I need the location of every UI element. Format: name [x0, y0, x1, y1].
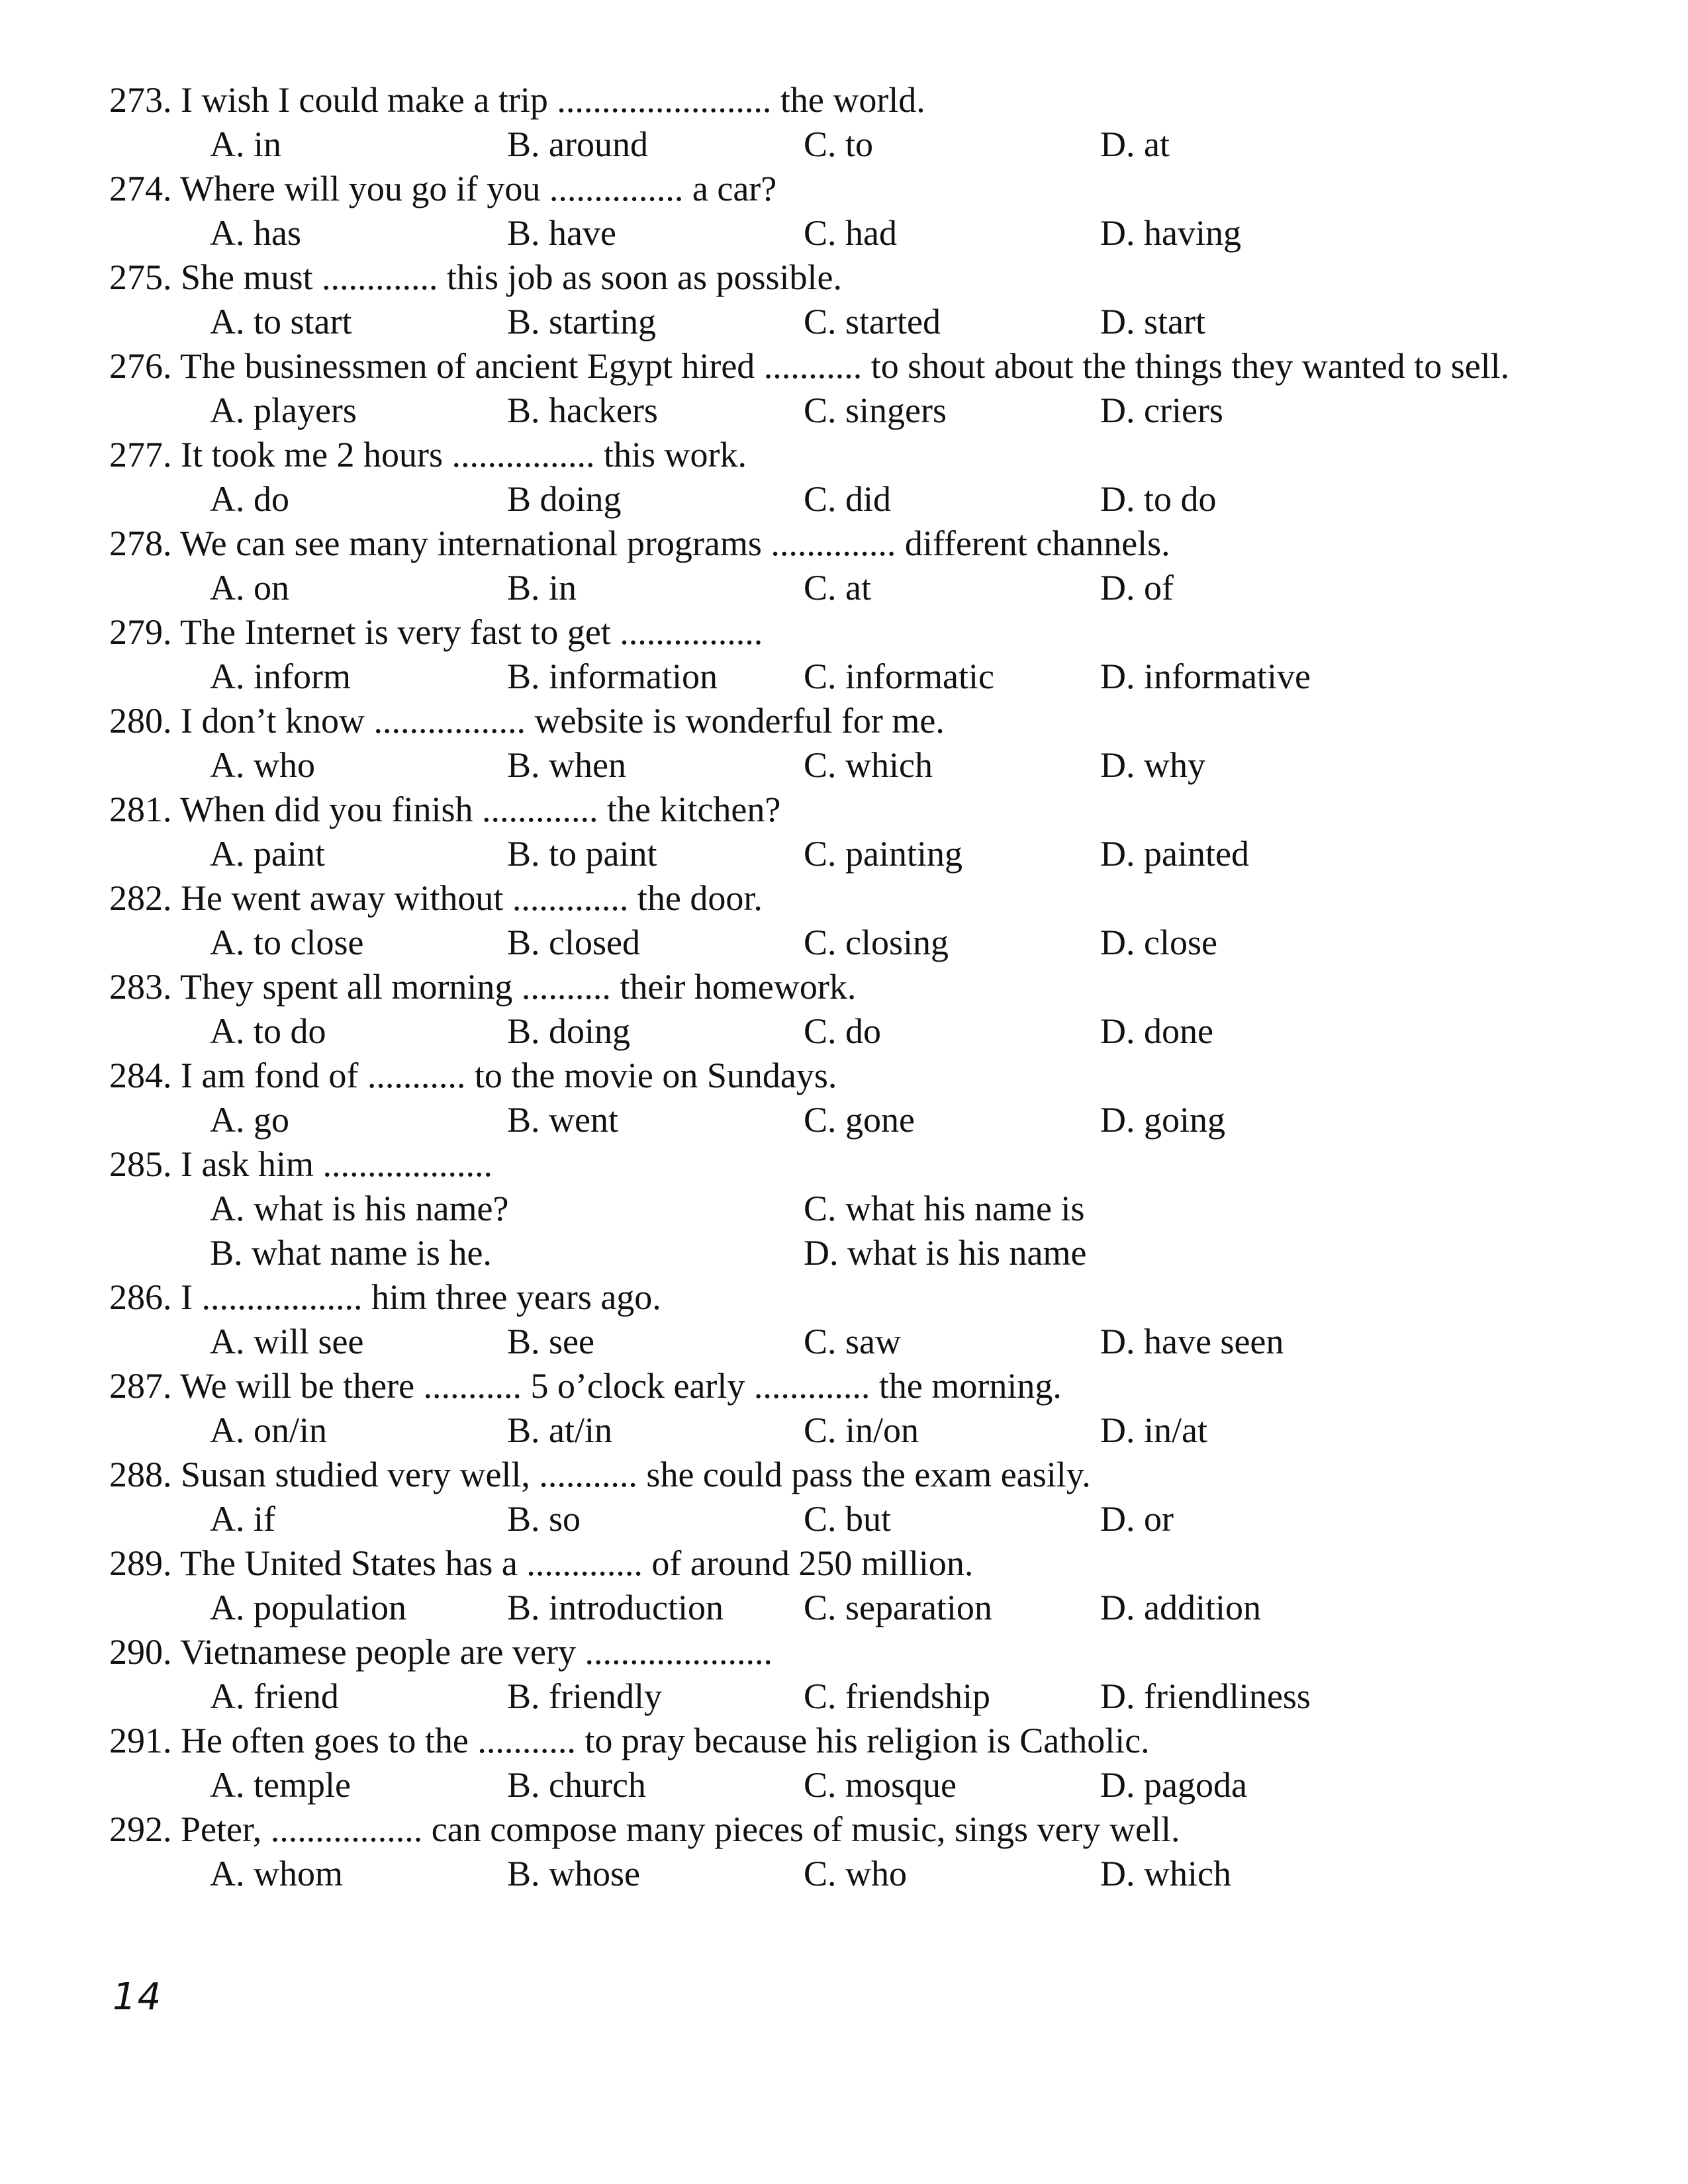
option-c: C. had — [804, 213, 897, 253]
question-stem: 284. I am fond of ........... to the movie on Sundays. — [109, 1056, 837, 1095]
option-d: D. friendliness — [1100, 1676, 1311, 1716]
question-286 — [109, 1275, 1599, 1364]
option-b: B. see — [507, 1322, 594, 1361]
option-a: A. will see — [210, 1322, 364, 1361]
option-a: A. paint — [210, 834, 325, 874]
answer-options — [109, 655, 1599, 699]
option-d: D. start — [1100, 302, 1205, 341]
option-a: A. to start — [210, 302, 352, 341]
question-274 — [109, 167, 1599, 255]
option-b: B. whose — [507, 1854, 640, 1893]
option-c: C. what his name is — [804, 1189, 1085, 1228]
option-c: C. in/on — [804, 1410, 919, 1450]
option-b: B doing — [507, 479, 622, 519]
option-d: D. informative — [1100, 657, 1311, 696]
option-a: A. in — [210, 124, 281, 164]
question-stem: 288. Susan studied very well, ........... she could pass the exam easily. — [109, 1455, 1091, 1494]
question-stem: 286. I .................. him three years ago. — [109, 1277, 661, 1317]
option-c: C. do — [804, 1011, 882, 1051]
question-285 — [109, 1142, 1599, 1275]
option-a: A. whom — [210, 1854, 343, 1893]
option-d: D. have seen — [1100, 1322, 1284, 1361]
option-b: B. have — [507, 213, 616, 253]
question-list — [109, 78, 1599, 1896]
option-b: B. hackers — [507, 390, 658, 430]
option-d: D. to do — [1100, 479, 1217, 519]
page-number: 14 — [113, 1976, 163, 2019]
option-b: B. to paint — [507, 834, 657, 874]
question-stem: 273. I wish I could make a trip ........................ the world. — [109, 80, 925, 120]
question-273 — [109, 78, 1599, 167]
answer-options — [109, 388, 1599, 433]
answer-options — [109, 1009, 1599, 1054]
option-c: C. separation — [804, 1588, 992, 1627]
question-291 — [109, 1719, 1599, 1807]
option-d: D. done — [1100, 1011, 1213, 1051]
option-c: C. saw — [804, 1322, 901, 1361]
option-b: B. information — [507, 657, 718, 696]
question-stem: 276. The businessmen of ancient Egypt hired ........... to shout about the things they wanted to sell. — [109, 346, 1510, 386]
option-d: D. having — [1100, 213, 1241, 253]
question-stem: 281. When did you finish ............. the kitchen? — [109, 790, 781, 829]
option-a: A. friend — [210, 1676, 339, 1716]
question-284 — [109, 1054, 1599, 1142]
option-c: C. started — [804, 302, 941, 341]
option-c: C. mosque — [804, 1765, 957, 1805]
question-stem: 291. He often goes to the ........... to pray because his religion is Catholic. — [109, 1721, 1150, 1760]
question-282 — [109, 876, 1599, 965]
option-a: A. if — [210, 1499, 275, 1539]
question-stem: 279. The Internet is very fast to get ................ — [109, 612, 763, 652]
answer-options — [109, 1497, 1599, 1541]
question-275 — [109, 255, 1599, 344]
question-stem: 290. Vietnamese people are very ..................... — [109, 1632, 773, 1672]
option-d: D. which — [1100, 1854, 1231, 1893]
answer-options — [109, 477, 1599, 522]
option-d: D. addition — [1100, 1588, 1261, 1627]
option-a: A. on — [210, 568, 289, 608]
answer-options — [109, 300, 1599, 344]
option-d: D. of — [1100, 568, 1174, 608]
option-d: D. why — [1100, 745, 1205, 785]
option-b: B. starting — [507, 302, 656, 341]
answer-options — [109, 1586, 1599, 1630]
option-b: B. so — [507, 1499, 581, 1539]
question-stem: 275. She must ............. this job as soon as possible. — [109, 257, 843, 297]
answer-options — [109, 743, 1599, 788]
question-stem: 278. We can see many international programs .............. different channels. — [109, 523, 1170, 563]
question-stem: 283. They spent all morning .......... their homework. — [109, 967, 857, 1007]
answer-options — [109, 1408, 1599, 1453]
option-b: B. church — [507, 1765, 646, 1805]
option-d: D. or — [1100, 1499, 1174, 1539]
option-b: B. in — [507, 568, 577, 608]
option-a: A. has — [210, 213, 301, 253]
option-d: D. painted — [1100, 834, 1249, 874]
question-stem: 274. Where will you go if you ............... a car? — [109, 169, 777, 208]
option-b: B. doing — [507, 1011, 631, 1051]
option-d: D. going — [1100, 1100, 1225, 1140]
option-d: D. at — [1100, 124, 1170, 164]
option-a: A. players — [210, 390, 357, 430]
option-a: A. go — [210, 1100, 289, 1140]
option-a: A. do — [210, 479, 289, 519]
question-276 — [109, 344, 1599, 433]
answer-options — [109, 566, 1599, 610]
question-292 — [109, 1807, 1599, 1896]
option-c: C. to — [804, 124, 874, 164]
question-283 — [109, 965, 1599, 1054]
answer-options — [109, 122, 1599, 167]
question-stem: 280. I don’t know ................. website is wonderful for me. — [109, 701, 945, 741]
option-c: C. did — [804, 479, 892, 519]
answer-options — [109, 921, 1599, 965]
question-288 — [109, 1453, 1599, 1541]
option-b: B. went — [507, 1100, 618, 1140]
option-b: B. when — [507, 745, 626, 785]
option-b: B. around — [507, 124, 648, 164]
option-c: C. friendship — [804, 1676, 990, 1716]
question-290 — [109, 1630, 1599, 1719]
question-stem: 282. He went away without ............. the door. — [109, 878, 763, 918]
option-a: A. to do — [210, 1011, 326, 1051]
question-280 — [109, 699, 1599, 788]
question-stem: 292. Peter, ................. can compose many pieces of music, sings very well. — [109, 1809, 1180, 1849]
option-c: C. who — [804, 1854, 908, 1893]
option-d: D. close — [1100, 923, 1217, 962]
option-c: C. informatic — [804, 657, 994, 696]
question-stem: 289. The United States has a ............. of around 250 million. — [109, 1543, 974, 1583]
question-stem: 277. It took me 2 hours ................ this work. — [109, 435, 747, 475]
question-281 — [109, 788, 1599, 876]
question-stem: 287. We will be there ........... 5 o’clock early ............. the morning. — [109, 1366, 1062, 1406]
option-b: B. at/in — [507, 1410, 612, 1450]
option-c: C. but — [804, 1499, 892, 1539]
option-d: D. pagoda — [1100, 1765, 1247, 1805]
answer-options — [109, 1187, 1599, 1275]
option-a: A. temple — [210, 1765, 351, 1805]
option-d: D. in/at — [1100, 1410, 1207, 1450]
answer-options — [109, 1098, 1599, 1142]
answer-options — [109, 832, 1599, 876]
option-c: C. which — [804, 745, 933, 785]
option-c: C. at — [804, 568, 871, 608]
question-277 — [109, 433, 1599, 522]
option-c: C. painting — [804, 834, 962, 874]
option-a: A. what is his name? — [210, 1189, 509, 1228]
answer-options — [109, 1763, 1599, 1807]
option-d: D. what is his name — [804, 1233, 1087, 1273]
question-287 — [109, 1364, 1599, 1453]
option-b: B. closed — [507, 923, 640, 962]
answer-options — [109, 1852, 1599, 1896]
option-b: B. friendly — [507, 1676, 662, 1716]
option-b: B. introduction — [507, 1588, 724, 1627]
option-c: C. gone — [804, 1100, 915, 1140]
option-a: A. to close — [210, 923, 364, 962]
question-stem: 285. I ask him ................... — [109, 1144, 492, 1184]
option-a: A. population — [210, 1588, 406, 1627]
answer-options — [109, 211, 1599, 255]
option-c: C. singers — [804, 390, 947, 430]
option-a: A. on/in — [210, 1410, 328, 1450]
answer-options — [109, 1674, 1599, 1719]
answer-options — [109, 1320, 1599, 1364]
option-d: D. criers — [1100, 390, 1223, 430]
option-a: A. inform — [210, 657, 351, 696]
option-c: C. closing — [804, 923, 949, 962]
question-289 — [109, 1541, 1599, 1630]
option-b: B. what name is he. — [210, 1233, 492, 1273]
question-278 — [109, 522, 1599, 610]
option-a: A. who — [210, 745, 315, 785]
question-279 — [109, 610, 1599, 699]
